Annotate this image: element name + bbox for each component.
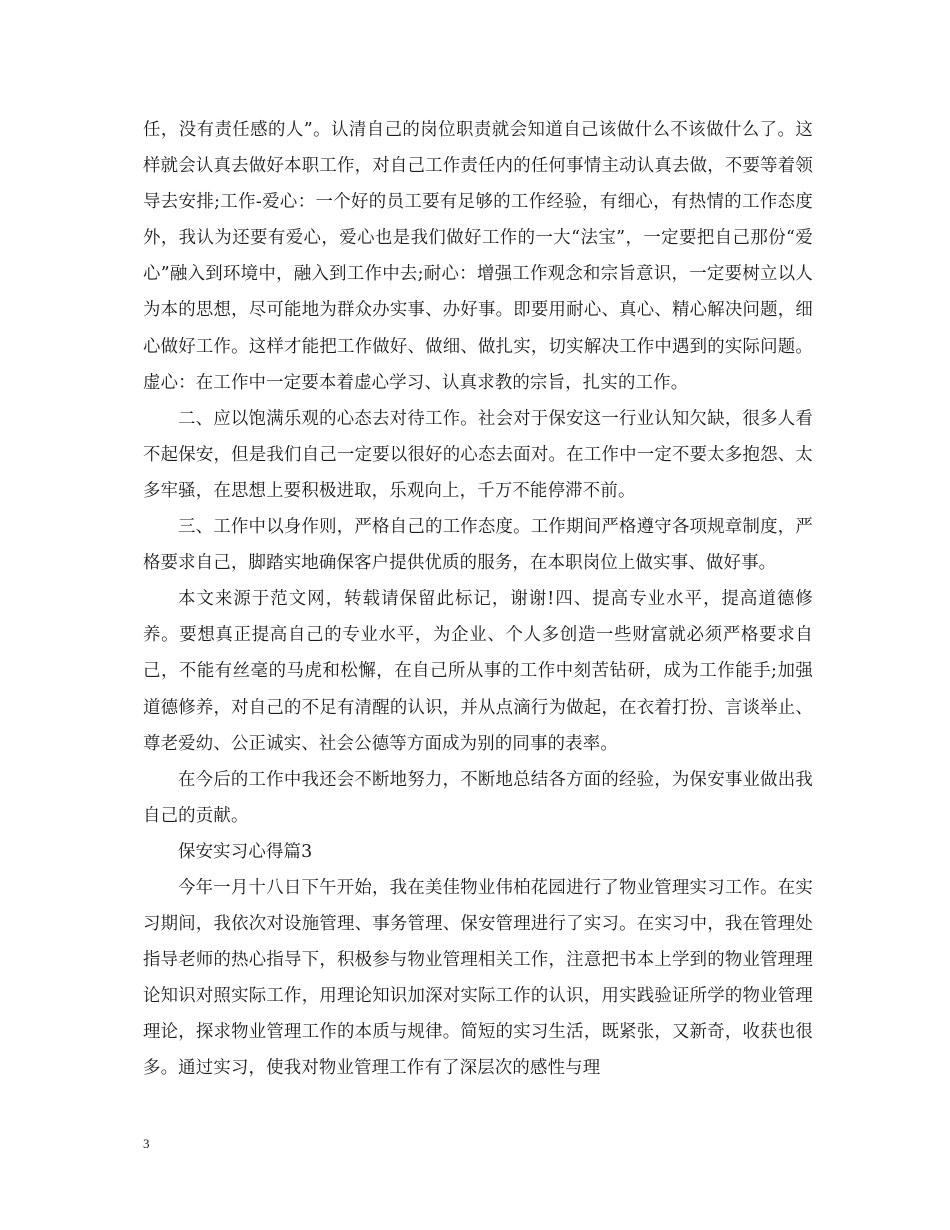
paragraph-6: 今年一月十八日下午开始，我在美佳物业伟柏花园进行了物业管理实习工作。在实习期间，我依次对设施管理、事务管理、保安管理进行了实习。在实习中，我在管理处指导老师的热心指导下，积极参与物业管理相关工作，注意把书本上学到的物业管理理论知识对照实际工作，用理论知识加深对实际工作的认识，用实践验证所学的物业管理理论，探求物业管理工作的本质与规律。简短的实习生活，既紧张，又新奇，收获也很多。通过实习，使我对物业管理工作有了深层次的感性与理 bbox=[143, 877, 813, 1079]
paragraph-3: 三、工作中以身作则，严格自己的工作态度。工作期间严格遵守各项规章制度，严格要求自己，脚踏实地确保客户提供优质的服务，在本职岗位上做实事、做好事。 bbox=[143, 517, 813, 574]
page-number: 3 bbox=[143, 1136, 150, 1151]
paragraph-1: 任，没有责任感的人”。认清自己的岗位职责就会知道自己该做什么不该做什么了。这样就会认真去做好本职工作，对自己工作责任内的任何事情主动认真去做，不要等着领导去安排;工作-爱心：一个好的员工要有足够的工作经验，有细心，有热情的工作态度外，我认为还要有爱心，爱心也是我们做好工作的一大“法宝”，一定要把自己那份“爱心”融入到环境中，融入到工作中去;耐心：增强工作观念和宗旨意识，一定要树立以人为本的思想，尽可能地为群众办实事、办好事。即要用耐心、真心、精心解决问题，细心做好工作。这样才能把工作做好、做细、做扎实，切实解决工作中遇到的实际问题。虚心：在工作中一定要本着虚心学习、认真求教的宗旨，扎实的工作。 bbox=[143, 120, 813, 393]
section-heading: 保安实习心得篇3 bbox=[178, 841, 313, 862]
paragraph-5: 在今后的工作中我还会不断地努力，不断地总结各方面的经验，为保安事业做出我自己的贡献。 bbox=[143, 769, 813, 826]
body-text bbox=[143, 112, 813, 1087]
paragraph-4: 本文来源于范文网，转载请保留此标记，谢谢!四、提高专业水平，提高道德修养。要想真正提高自己的专业水平，为企业、个人多创造一些财富就必须严格要求自己，不能有丝毫的马虎和松懈，在自己所从事的工作中刻苦钻研，成为工作能手;加强道德修养，对自己的不足有清醒的认识，并从点滴行为做起，在衣着打扮、言谈举止、尊老爱幼、公正诚实、社会公德等方面成为别的同事的表率。 bbox=[143, 589, 813, 754]
paragraph-2: 二、应以饱满乐观的心态去对待工作。社会对于保安这一行业认知欠缺，很多人看不起保安，但是我们自己一定要以很好的心态去面对。在工作中一定不要太多抱怨、太多牢骚，在思想上要积极进取，乐观向上，千万不能停滞不前。 bbox=[143, 408, 813, 501]
